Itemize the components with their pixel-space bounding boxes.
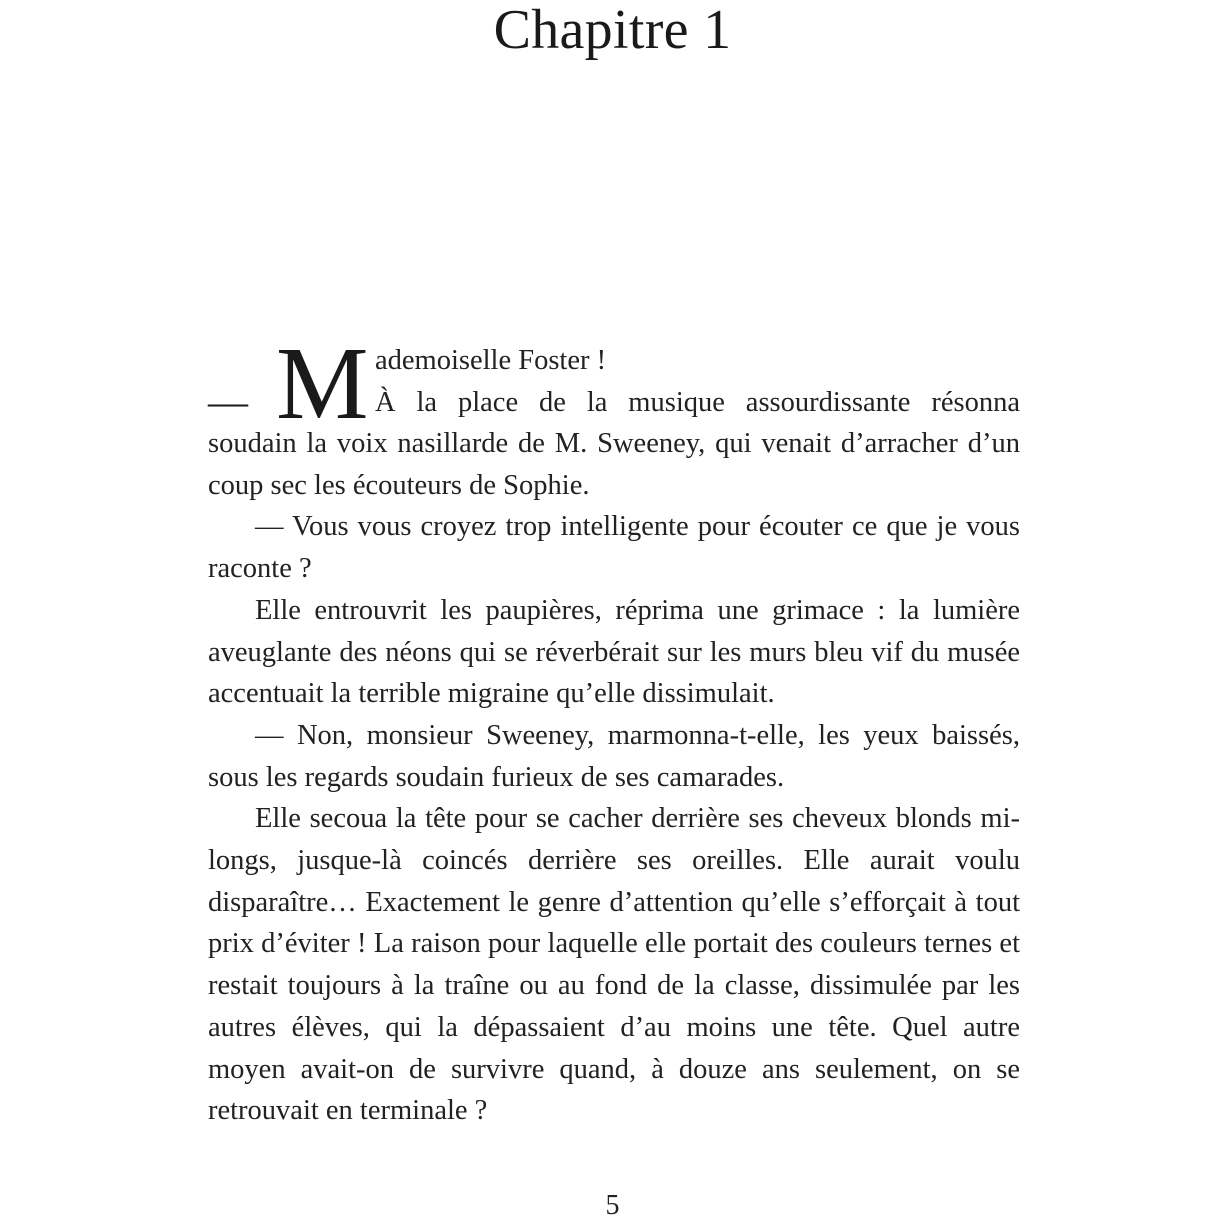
page-number: 5 [605, 1190, 620, 1221]
paragraph: — Vous vous croyez trop intelligente pour écouter ce que je vous raconte ? [208, 511, 1020, 585]
chapter-title: Chapitre 1 [493, 0, 732, 61]
paragraph: Elle entrouvrit les paupières, réprima une grimace : la lumière aveuglante des néons qui se réverbérait sur les murs bleu vif du musée accentuait la terrible migraine qu’elle dissimulait. [208, 594, 1020, 710]
opening-line-1: ademoiselle Foster ! [375, 345, 607, 376]
dialogue-dash: — [208, 379, 248, 424]
chapter-body [208, 326, 1020, 1132]
drop-cap: M [276, 326, 369, 441]
paragraph: Elle secoua la tête pour se cacher derrière ses cheveux blonds mi-longs, jusque-là coincés derrière ses oreilles. Elle aurait voulu disparaître… Exactement le genre d’attention qu’elle s’efforçait à tout prix d’éviter ! La raison pour laquelle elle portait des couleurs ternes et restait toujours à la traîne ou au fond de la classe, dissimulée par les autres élèves, qui la dépassaient d’au moins une tête. Quel autre moyen avait-on de survivre quand, à douze ans seulement, on se retrouvait en terminale ? [208, 803, 1020, 1127]
opening-line-2: À la place de la musique assourdissante résonna [375, 386, 1020, 418]
paragraph: soudain la voix nasillarde de M. Sweeney, qui venait d’arracher d’un coup sec les écouteurs de Sophie. [208, 428, 1020, 501]
opening-lines [208, 326, 1020, 441]
paragraph: — Non, monsieur Sweeney, marmonna-t-elle, les yeux baissés, sous les regards soudain furieux de ses camarades. [208, 719, 1020, 793]
